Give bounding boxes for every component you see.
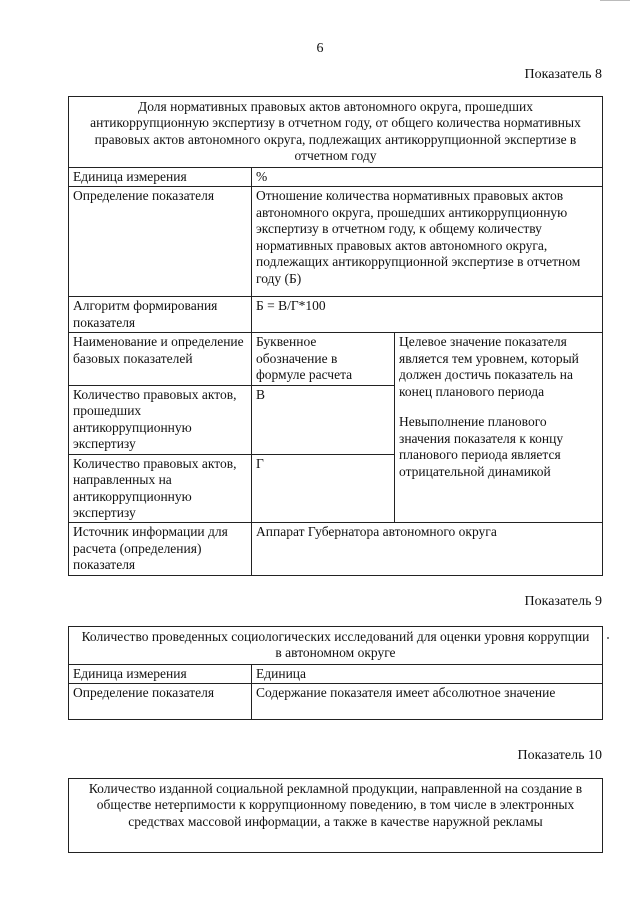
indicator-9-table [68, 626, 603, 720]
base-indicators-label: Наименование и определение базовых показателей [69, 333, 252, 385]
algorithm-value: Б = В/Г*100 [252, 297, 603, 333]
indicator-9-label: Показатель 9 [524, 594, 602, 609]
source-value: Аппарат Губернатора автономного округа [252, 523, 603, 575]
unit-label-9: Единица измерения [69, 664, 252, 683]
indicator-8-label: Показатель 8 [524, 67, 602, 82]
indicator-10-table [68, 778, 603, 853]
definition-value-9: Содержание показателя имеет абсолютное значение [252, 684, 603, 720]
indicator-8-table [68, 96, 603, 576]
indicator-10-label: Показатель 10 [517, 748, 602, 763]
target-value-cell [395, 333, 603, 523]
source-label: Источник информации для расчета (определения) показателя [69, 523, 252, 575]
indicator-9-title: Количество проведенных социологических исследований для оценки уровня коррупции в автономном округе [69, 627, 603, 665]
target-value-text: Целевое значение показателя является тем уровнем, который должен достичь показатель на конец планового периода [399, 334, 579, 399]
algorithm-label: Алгоритм формирования показателя [69, 297, 252, 333]
indicator-8-title: Доля нормативных правовых актов автономного округа, прошедших антикоррупционную экспертизу в отчетном году, от общего количества нормативных правовых актов автономного округа, подлежащих антикоррупционной экспертизе в отчетном году [69, 97, 603, 168]
unit-value: % [252, 167, 603, 186]
unit-value-9: Единица [252, 664, 603, 683]
page-number: 6 [316, 41, 324, 56]
unit-label: Единица измерения [69, 167, 252, 186]
failure-text: Невыполнение планового значения показателя к концу планового периода является отрицательной динамикой [399, 414, 564, 479]
definition-label-9: Определение показателя [69, 684, 252, 720]
speck [607, 637, 609, 639]
row-v-label: Количество правовых актов, прошедших антикоррупционную экспертизу [69, 385, 252, 454]
row-g-label: Количество правовых актов, направленных на антикоррупционную экспертизу [69, 454, 252, 523]
row-g-value: Г [252, 454, 395, 523]
row-v-value: В [252, 385, 395, 454]
definition-value: Отношение количества нормативных правовых актов автономного округа, прошедших антикоррупционную экспертизу в отчетном году, к общему количеству нормативных правовых актов автономного округа, подлежащих антикоррупционной экспертизе в отчетном году (Б) [252, 187, 603, 297]
definition-label: Определение показателя [69, 187, 252, 297]
letter-designation-label: Буквенное обозначение в формуле расчета [252, 333, 395, 385]
corner-mark [600, 0, 630, 1]
indicator-10-title: Количество изданной социальной рекламной продукции, направленной на создание в обществе нетерпимости к коррупционному поведению, в том числе в электронных средствах массовой информации, а также в качестве наружной рекламы [69, 779, 603, 853]
